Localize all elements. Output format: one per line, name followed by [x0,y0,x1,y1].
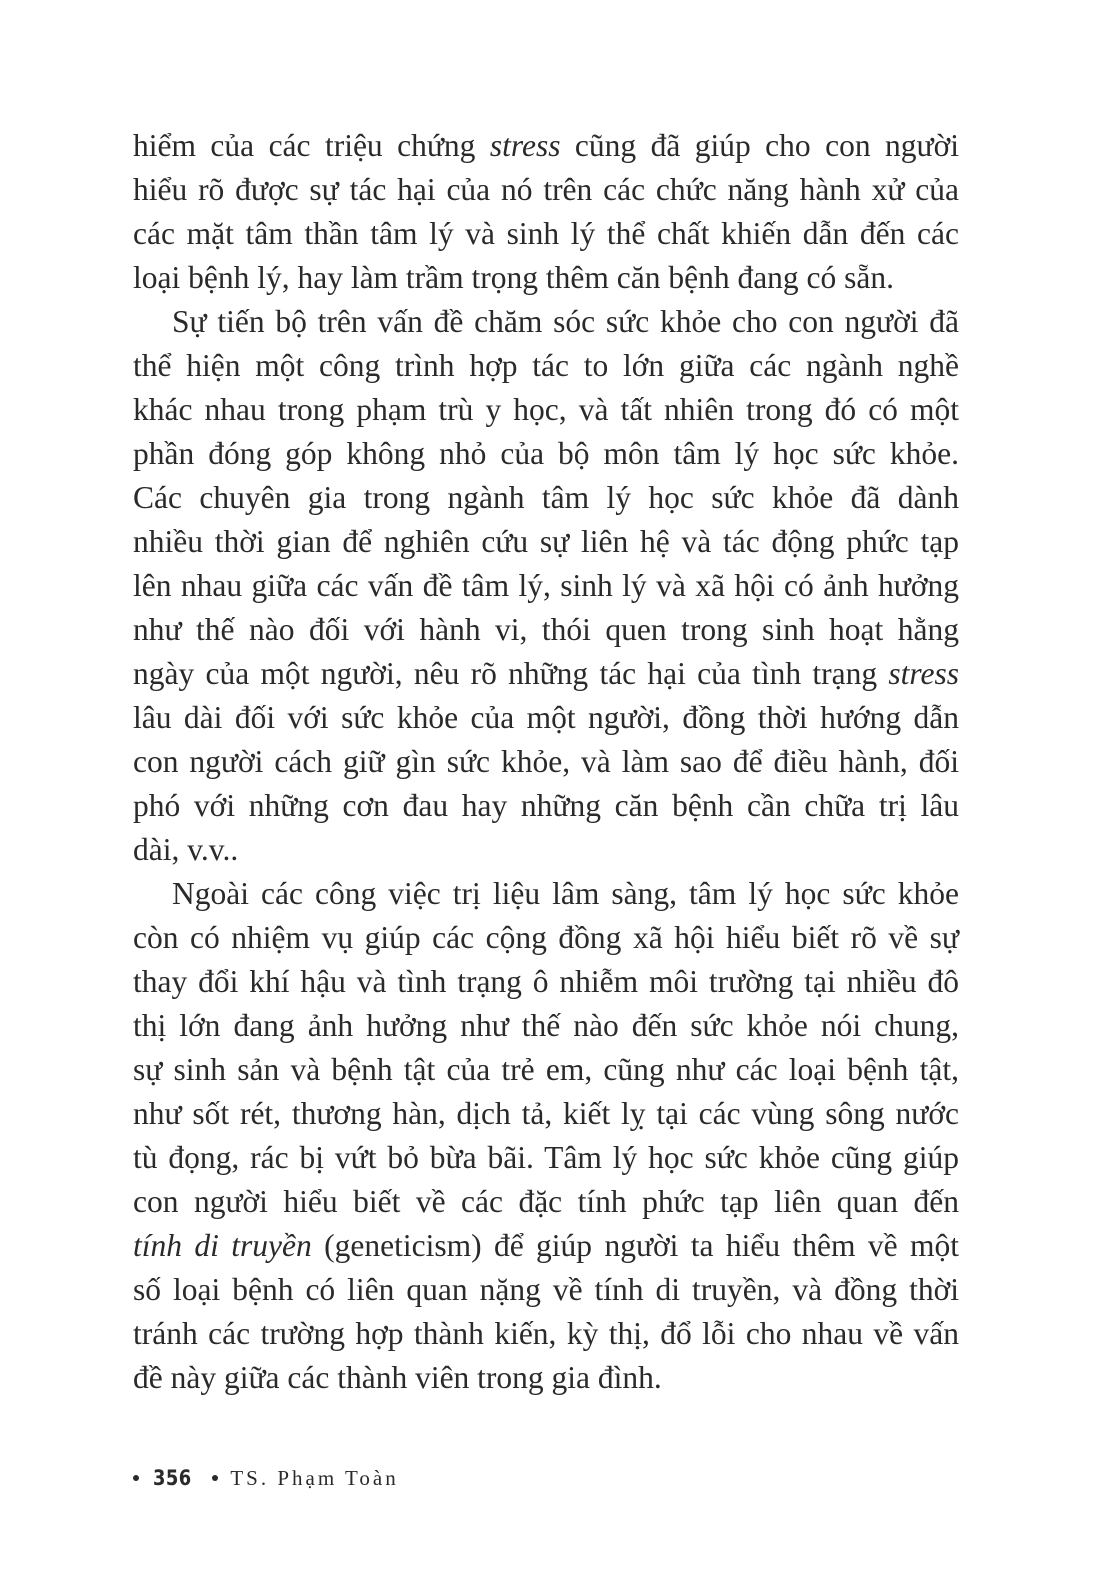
text-run: Sự tiến bộ trên vấn đề chăm sóc sức khỏe cho con người đã [172,304,959,339]
text-run: đề này giữa các thành viên trong gia đình. [133,1360,662,1395]
text-run: khác nhau trong phạm trù y học, và tất nhiên trong đó có một [133,392,959,427]
text-line [133,960,959,1004]
text-line [133,1224,959,1268]
text-line [133,740,959,784]
text-line [133,1136,959,1180]
text-run: thay đổi khí hậu và tình trạng ô nhiễm môi trường tại nhiều đô [133,964,959,999]
text-run: tránh các trường hợp thành kiến, kỳ thị, đổ lỗi cho nhau về vấn [133,1316,959,1351]
text-line [133,872,959,916]
text-run: Các chuyên gia trong ngành tâm lý học sức khỏe đã dành [133,480,959,515]
text-run: ngày của một người, nêu rõ những tác hại của tình trạng [133,656,889,691]
paragraph [133,300,959,872]
text-line [133,1180,959,1224]
bullet-dot [212,1475,218,1481]
text-run: các mặt tâm thần tâm lý và sinh lý thể chất khiến dẫn đến các [133,216,959,251]
text-run: tù đọng, rác bị vứt bỏ bừa bãi. Tâm lý học sức khỏe cũng giúp [133,1140,959,1175]
text-run: hiểm của các triệu chứng [133,128,490,163]
text-line [133,256,959,300]
paragraph [133,124,959,300]
text-run: con người hiểu biết về các đặc tính phức tạp liên quan đến [133,1184,959,1219]
text-run: lên nhau giữa các vấn đề tâm lý, sinh lý và xã hội có ảnh hưởng [133,568,959,603]
text-run: thị lớn đang ảnh hưởng như thế nào đến sức khỏe nói chung, [133,1008,959,1043]
text-run: lâu dài đối với sức khỏe của một người, đồng thời hướng dẫn [133,700,959,735]
text-run: nhiều thời gian để nghiên cứu sự liên hệ và tác động phức tạp [133,524,959,559]
text-line [133,1268,959,1312]
text-run: sự sinh sản và bệnh tật của trẻ em, cũng như các loại bệnh tật, [133,1052,959,1087]
text-line [133,1092,959,1136]
text-line [133,300,959,344]
italic-term: stress [888,656,959,691]
page-footer [133,1462,399,1494]
text-line [133,608,959,652]
text-line [133,828,959,872]
text-line [133,564,959,608]
text-run: cũng đã giúp cho con người [560,128,959,163]
text-line [133,124,959,168]
text-run: hiểu rõ được sự tác hại của nó trên các chức năng hành xử của [133,172,959,207]
paragraph [133,872,959,1400]
text-run: như thế nào đối với hành vi, thói quen trong sinh hoạt hằng [133,612,959,647]
text-run: phần đóng góp không nhỏ của bộ môn tâm lý học sức khỏe. [133,436,959,471]
text-line [133,344,959,388]
text-line [133,784,959,828]
text-line [133,696,959,740]
text-line [133,520,959,564]
italic-term: stress [489,128,561,163]
text-line [133,168,959,212]
text-run: như sốt rét, thương hàn, dịch tả, kiết lỵ tại các vùng sông nước [133,1096,959,1131]
text-run: số loại bệnh có liên quan nặng về tính di truyền, và đồng thời [133,1272,959,1307]
page-number: 356 [153,1466,192,1490]
text-line [133,1312,959,1356]
text-line [133,432,959,476]
text-line [133,212,959,256]
text-line [133,476,959,520]
text-run: dài, v.v.. [133,832,239,867]
text-line [133,916,959,960]
text-run: (geneticism) để giúp người ta hiểu thêm về một [311,1228,960,1263]
text-run: còn có nhiệm vụ giúp các cộng đồng xã hội hiểu biết rõ về sự [133,920,959,955]
text-run: Ngoài các công việc trị liệu lâm sàng, tâm lý học sức khỏe [172,876,959,911]
text-line [133,1004,959,1048]
text-line [133,388,959,432]
author-name: TS. Phạm Toàn [230,1465,399,1490]
text-run: phó với những cơn đau hay những căn bệnh cần chữa trị lâu [133,788,959,823]
text-line [133,652,959,696]
text-line [133,1048,959,1092]
text-run: con người cách giữ gìn sức khỏe, và làm sao để điều hành, đối [133,744,959,779]
text-line [133,1356,959,1400]
italic-term: tính di truyền [133,1228,312,1263]
text-run: thể hiện một công trình hợp tác to lớn giữa các ngành nghề [133,348,959,383]
bullet-dot [133,1475,139,1481]
body-text [133,124,959,1400]
text-run: loại bệnh lý, hay làm trầm trọng thêm căn bệnh đang có sẵn. [133,260,895,295]
